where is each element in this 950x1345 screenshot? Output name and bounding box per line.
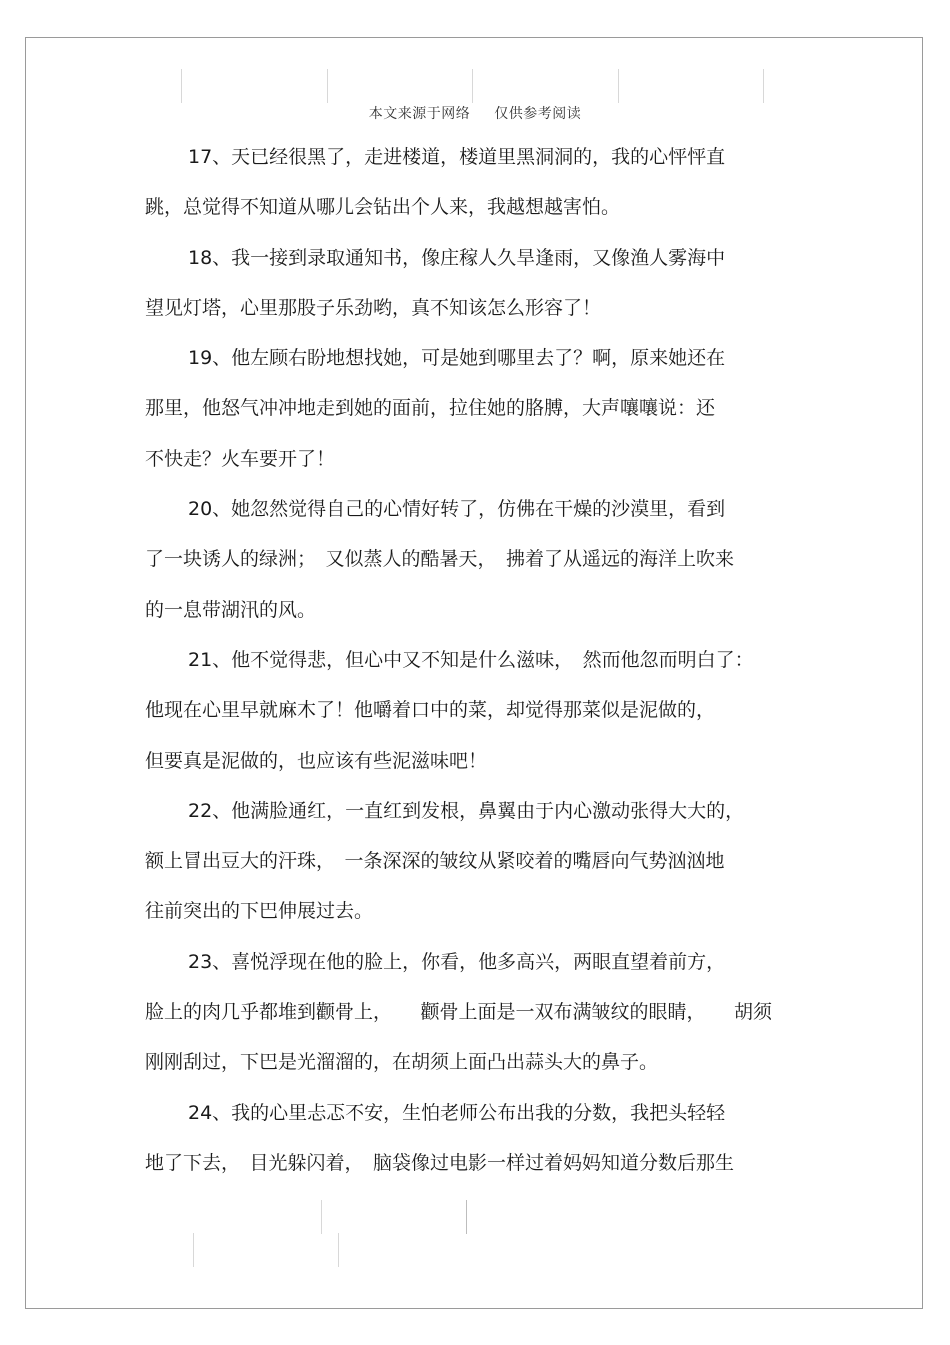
crop-mark <box>466 1200 467 1234</box>
paragraph-line: 19、他左顾右盼地想找她，可是她到哪里去了？啊，原来她还在 <box>188 347 726 370</box>
paragraph-line: 的一息带湖汛的风。 <box>145 598 317 621</box>
paragraph-line: 22、他满脸通红，一直红到发根，鼻翼由于内心激动张得大大的， <box>188 799 745 822</box>
paragraph-line: 往前突出的下巴伸展过去。 <box>145 900 374 923</box>
paragraph-line: 23、喜悦浮现在他的脸上，你看，他多高兴，两眼直望着前方， <box>188 950 726 973</box>
paragraph-20 <box>145 484 815 635</box>
paragraph-line: 望见灯塔，心里那股子乐劲哟，真不知该怎么形容了！ <box>145 296 602 319</box>
paragraph-line: 地了下去， 目光躲闪着， 脑袋像过电影一样过着妈妈知道分数后那生 <box>145 1151 735 1174</box>
paragraph-23 <box>145 937 815 1088</box>
paragraph-line: 不快走？火车要开了！ <box>145 447 336 470</box>
source-note: 本文来源于网络 <box>368 106 471 122</box>
paragraph-line: 额上冒出豆大的汗珠， 一条深深的皱纹从紧咬着的嘴唇向气势汹汹地 <box>145 850 725 873</box>
crop-mark <box>618 69 619 103</box>
crop-mark <box>181 69 182 103</box>
paragraph-line: 但要真是泥做的，也应该有些泥滋味吧！ <box>145 749 488 772</box>
paragraph-line: 20、她忽然觉得自己的心情好转了，仿佛在干燥的沙漠里，看到 <box>188 498 726 521</box>
reference-note: 仅供参考阅读 <box>494 106 582 122</box>
paragraph-21 <box>145 635 815 786</box>
paragraph-line: 21、他不觉得悲，但心中又不知是什么滋味， 然而他忽而明白了： <box>188 648 754 671</box>
document-body <box>145 132 815 1188</box>
crop-mark <box>472 69 473 103</box>
paragraph-line: 那里，他怒气冲冲地走到她的面前，拉住她的胳膊，大声嚷嚷说：还 <box>145 397 716 420</box>
crop-mark <box>193 1233 194 1267</box>
paragraph-line: 脸上的肉几乎都堆到颧骨上， 颧骨上面是一双布满皱纹的眼睛， 胡须 <box>145 1001 773 1024</box>
paragraph-line: 跳，总觉得不知道从哪儿会钻出个人来，我越想越害怕。 <box>145 196 621 219</box>
crop-mark <box>321 1200 322 1234</box>
crop-mark <box>338 1233 339 1267</box>
paragraph-18 <box>145 233 815 334</box>
paragraph-17 <box>145 132 815 233</box>
page-header-note <box>0 103 950 123</box>
crop-mark <box>763 69 764 103</box>
paragraph-line: 17、天已经很黑了，走进楼道，楼道里黑洞洞的，我的心怦怦直 <box>188 146 726 168</box>
paragraph-19 <box>145 333 815 484</box>
paragraph-22 <box>145 786 815 937</box>
paragraph-24 <box>145 1088 815 1189</box>
paragraph-line: 他现在心里早就麻木了！他嚼着口中的菜，却觉得那菜似是泥做的， <box>145 699 716 722</box>
paragraph-line: 24、我的心里忐忑不安，生怕老师公布出我的分数，我把头轻轻 <box>188 1101 726 1124</box>
paragraph-line: 刚刚刮过，下巴是光溜溜的，在胡须上面凸出蒜头大的鼻子。 <box>145 1051 659 1074</box>
crop-mark <box>327 69 328 103</box>
paragraph-line: 18、我一接到录取通知书，像庄稼人久旱逢雨，又像渔人雾海中 <box>188 246 726 269</box>
paragraph-line: 了一块诱人的绿洲； 又似蒸人的酷暑天， 拂着了从遥远的海洋上吹来 <box>145 548 735 571</box>
